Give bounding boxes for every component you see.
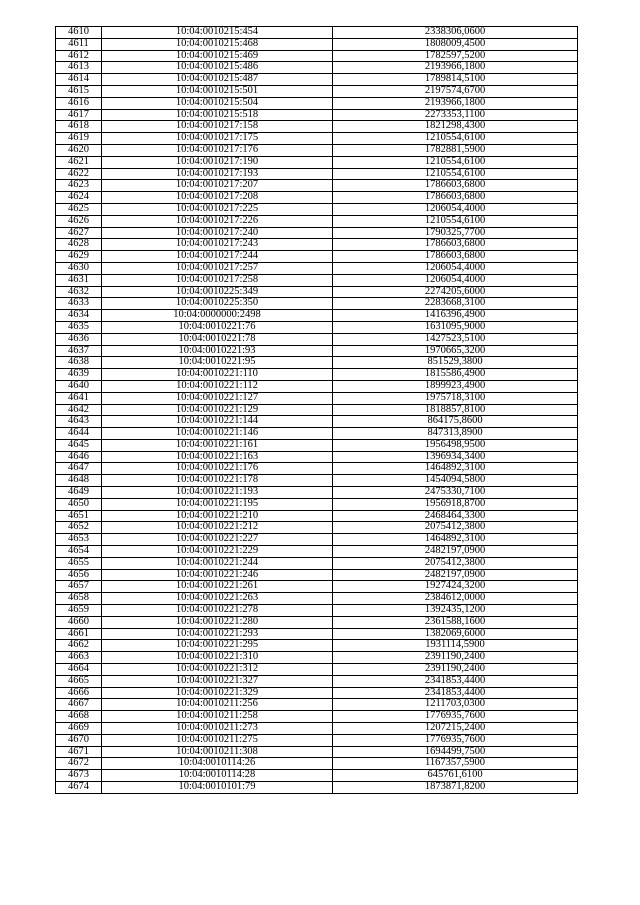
table-row xyxy=(56,109,578,121)
value-cell: 1956918,8700 xyxy=(333,498,578,510)
cadastral-number-cell: 10:04:0010221:95 xyxy=(102,357,333,369)
value-cell: 1815586,4900 xyxy=(333,369,578,381)
cadastral-number-cell: 10:04:0010211:258 xyxy=(102,711,333,723)
row-number-cell: 4648 xyxy=(56,475,102,487)
cadastral-number-cell: 10:04:0010221:280 xyxy=(102,616,333,628)
cadastral-number-cell: 10:04:0010221:261 xyxy=(102,581,333,593)
cadastral-number-cell: 10:04:0010225:349 xyxy=(102,286,333,298)
value-cell: 2341853,4400 xyxy=(333,675,578,687)
table-row xyxy=(56,286,578,298)
table-row xyxy=(56,97,578,109)
table-row xyxy=(56,380,578,392)
value-cell: 1206054,4000 xyxy=(333,274,578,286)
table-row xyxy=(56,498,578,510)
table-row xyxy=(56,333,578,345)
table-row xyxy=(56,227,578,239)
row-number-cell: 4630 xyxy=(56,262,102,274)
table-row xyxy=(56,121,578,133)
row-number-cell: 4663 xyxy=(56,652,102,664)
row-number-cell: 4623 xyxy=(56,180,102,192)
cadastral-number-cell: 10:04:0010217:207 xyxy=(102,180,333,192)
row-number-cell: 4674 xyxy=(56,782,102,794)
cadastral-number-cell: 10:04:0010221:244 xyxy=(102,557,333,569)
cadastral-number-cell: 10:04:0010221:146 xyxy=(102,428,333,440)
cadastral-number-cell: 10:04:0010217:243 xyxy=(102,239,333,251)
value-cell: 1416396,4900 xyxy=(333,310,578,322)
value-cell: 2193966,1800 xyxy=(333,62,578,74)
value-cell: 1818857,8100 xyxy=(333,404,578,416)
cadastral-number-cell: 10:04:0010221:210 xyxy=(102,510,333,522)
value-cell: 1808009,4500 xyxy=(333,38,578,50)
cadastral-number-cell: 10:04:0010211:256 xyxy=(102,699,333,711)
value-cell: 1207215,2400 xyxy=(333,723,578,735)
table-row xyxy=(56,770,578,782)
value-cell: 2482197,0900 xyxy=(333,546,578,558)
cadastral-value-table xyxy=(55,26,578,794)
cadastral-number-cell: 10:04:0010217:240 xyxy=(102,227,333,239)
value-cell: 1206054,4000 xyxy=(333,262,578,274)
cadastral-number-cell: 10:04:0010217:258 xyxy=(102,274,333,286)
row-number-cell: 4633 xyxy=(56,298,102,310)
table-row xyxy=(56,274,578,286)
cadastral-number-cell: 10:04:0010211:308 xyxy=(102,746,333,758)
row-number-cell: 4659 xyxy=(56,605,102,617)
row-number-cell: 4610 xyxy=(56,27,102,39)
value-cell: 1427523,5100 xyxy=(333,333,578,345)
row-number-cell: 4671 xyxy=(56,746,102,758)
row-number-cell: 4613 xyxy=(56,62,102,74)
value-cell: 1790325,7700 xyxy=(333,227,578,239)
value-cell: 1786603,6800 xyxy=(333,192,578,204)
cadastral-number-cell: 10:04:0010215:518 xyxy=(102,109,333,121)
table-row xyxy=(56,310,578,322)
row-number-cell: 4632 xyxy=(56,286,102,298)
value-cell: 1206054,4000 xyxy=(333,203,578,215)
table-body xyxy=(56,27,578,794)
row-number-cell: 4673 xyxy=(56,770,102,782)
row-number-cell: 4655 xyxy=(56,557,102,569)
value-cell: 1873871,8200 xyxy=(333,782,578,794)
table-row xyxy=(56,664,578,676)
row-number-cell: 4641 xyxy=(56,392,102,404)
row-number-cell: 4636 xyxy=(56,333,102,345)
table-row xyxy=(56,510,578,522)
row-number-cell: 4647 xyxy=(56,463,102,475)
table-row xyxy=(56,428,578,440)
cadastral-number-cell: 10:04:0010211:275 xyxy=(102,734,333,746)
table-row xyxy=(56,404,578,416)
cadastral-number-cell: 10:04:0010221:78 xyxy=(102,333,333,345)
row-number-cell: 4657 xyxy=(56,581,102,593)
cadastral-number-cell: 10:04:0010217:158 xyxy=(102,121,333,133)
row-number-cell: 4619 xyxy=(56,133,102,145)
table-row xyxy=(56,298,578,310)
value-cell: 1821298,4300 xyxy=(333,121,578,133)
row-number-cell: 4617 xyxy=(56,109,102,121)
value-cell: 1776935,7600 xyxy=(333,734,578,746)
cadastral-number-cell: 10:04:0010221:212 xyxy=(102,522,333,534)
cadastral-number-cell: 10:04:0010221:76 xyxy=(102,321,333,333)
row-number-cell: 4635 xyxy=(56,321,102,333)
value-cell: 2361588,1600 xyxy=(333,616,578,628)
cadastral-number-cell: 10:04:0010217:225 xyxy=(102,203,333,215)
table-row xyxy=(56,27,578,39)
cadastral-number-cell: 10:04:0010221:278 xyxy=(102,605,333,617)
value-cell: 1210554,6100 xyxy=(333,168,578,180)
table-row xyxy=(56,392,578,404)
cadastral-number-cell: 10:04:0010225:350 xyxy=(102,298,333,310)
value-cell: 2338306,0600 xyxy=(333,27,578,39)
cadastral-number-cell: 10:04:0010114:26 xyxy=(102,758,333,770)
cadastral-number-cell: 10:04:0010217:244 xyxy=(102,251,333,263)
value-cell: 1167357,5900 xyxy=(333,758,578,770)
row-number-cell: 4642 xyxy=(56,404,102,416)
cadastral-number-cell: 10:04:0010221:310 xyxy=(102,652,333,664)
table-row xyxy=(56,782,578,794)
cadastral-number-cell: 10:04:0010211:273 xyxy=(102,723,333,735)
row-number-cell: 4639 xyxy=(56,369,102,381)
row-number-cell: 4638 xyxy=(56,357,102,369)
cadastral-number-cell: 10:04:0010221:327 xyxy=(102,675,333,687)
value-cell: 1956498,9500 xyxy=(333,439,578,451)
row-number-cell: 4665 xyxy=(56,675,102,687)
row-number-cell: 4658 xyxy=(56,593,102,605)
row-number-cell: 4654 xyxy=(56,546,102,558)
cadastral-number-cell: 10:04:0010215:454 xyxy=(102,27,333,39)
value-cell: 2391190,2400 xyxy=(333,664,578,676)
cadastral-number-cell: 10:04:0010217:193 xyxy=(102,168,333,180)
row-number-cell: 4629 xyxy=(56,251,102,263)
row-number-cell: 4646 xyxy=(56,451,102,463)
value-cell: 2384612,0000 xyxy=(333,593,578,605)
value-cell: 2475330,7100 xyxy=(333,487,578,499)
value-cell: 847313,8900 xyxy=(333,428,578,440)
row-number-cell: 4643 xyxy=(56,416,102,428)
row-number-cell: 4627 xyxy=(56,227,102,239)
table-row xyxy=(56,593,578,605)
table-row xyxy=(56,616,578,628)
cadastral-number-cell: 10:04:0010221:329 xyxy=(102,687,333,699)
value-cell: 2075412,3800 xyxy=(333,557,578,569)
value-cell: 2193966,1800 xyxy=(333,97,578,109)
table-row xyxy=(56,239,578,251)
value-cell: 851529,3800 xyxy=(333,357,578,369)
row-number-cell: 4667 xyxy=(56,699,102,711)
table-row xyxy=(56,605,578,617)
cadastral-number-cell: 10:04:0010215:486 xyxy=(102,62,333,74)
cadastral-number-cell: 10:04:0010221:263 xyxy=(102,593,333,605)
row-number-cell: 4616 xyxy=(56,97,102,109)
cadastral-number-cell: 10:04:0010217:176 xyxy=(102,144,333,156)
value-cell: 1899923,4900 xyxy=(333,380,578,392)
value-cell: 1789814,5100 xyxy=(333,74,578,86)
row-number-cell: 4611 xyxy=(56,38,102,50)
value-cell: 1786603,6800 xyxy=(333,180,578,192)
cadastral-number-cell: 10:04:0010215:468 xyxy=(102,38,333,50)
cadastral-number-cell: 10:04:0010215:487 xyxy=(102,74,333,86)
row-number-cell: 4621 xyxy=(56,156,102,168)
table-row xyxy=(56,475,578,487)
cadastral-number-cell: 10:04:0010221:163 xyxy=(102,451,333,463)
table-row xyxy=(56,640,578,652)
row-number-cell: 4666 xyxy=(56,687,102,699)
row-number-cell: 4615 xyxy=(56,85,102,97)
row-number-cell: 4650 xyxy=(56,498,102,510)
table-row xyxy=(56,734,578,746)
table-row xyxy=(56,569,578,581)
row-number-cell: 4618 xyxy=(56,121,102,133)
value-cell: 1464892,3100 xyxy=(333,463,578,475)
value-cell: 1931114,5900 xyxy=(333,640,578,652)
table-row xyxy=(56,50,578,62)
table-row xyxy=(56,463,578,475)
cadastral-number-cell: 10:04:0010221:229 xyxy=(102,546,333,558)
row-number-cell: 4651 xyxy=(56,510,102,522)
table-row xyxy=(56,746,578,758)
cadastral-number-cell: 10:04:0010221:129 xyxy=(102,404,333,416)
cadastral-number-cell: 10:04:0010221:176 xyxy=(102,463,333,475)
row-number-cell: 4640 xyxy=(56,380,102,392)
table-row xyxy=(56,156,578,168)
value-cell: 1776935,7600 xyxy=(333,711,578,723)
row-number-cell: 4614 xyxy=(56,74,102,86)
row-number-cell: 4631 xyxy=(56,274,102,286)
table-row xyxy=(56,416,578,428)
row-number-cell: 4612 xyxy=(56,50,102,62)
table-row xyxy=(56,439,578,451)
cadastral-number-cell: 10:04:0010215:469 xyxy=(102,50,333,62)
cadastral-number-cell: 10:04:0000000:2498 xyxy=(102,310,333,322)
row-number-cell: 4670 xyxy=(56,734,102,746)
cadastral-number-cell: 10:04:0010221:112 xyxy=(102,380,333,392)
value-cell: 2482197,0900 xyxy=(333,569,578,581)
value-cell: 1782597,5200 xyxy=(333,50,578,62)
cadastral-number-cell: 10:04:0010217:208 xyxy=(102,192,333,204)
table-row xyxy=(56,38,578,50)
cadastral-number-cell: 10:04:0010221:161 xyxy=(102,439,333,451)
row-number-cell: 4622 xyxy=(56,168,102,180)
value-cell: 1382069,6000 xyxy=(333,628,578,640)
value-cell: 1631095,9000 xyxy=(333,321,578,333)
row-number-cell: 4645 xyxy=(56,439,102,451)
cadastral-number-cell: 10:04:0010221:195 xyxy=(102,498,333,510)
row-number-cell: 4644 xyxy=(56,428,102,440)
value-cell: 2197574,6700 xyxy=(333,85,578,97)
row-number-cell: 4634 xyxy=(56,310,102,322)
cadastral-number-cell: 10:04:0010217:175 xyxy=(102,133,333,145)
row-number-cell: 4669 xyxy=(56,723,102,735)
table-row xyxy=(56,723,578,735)
table-row xyxy=(56,180,578,192)
cadastral-number-cell: 10:04:0010221:193 xyxy=(102,487,333,499)
cadastral-number-cell: 10:04:0010221:110 xyxy=(102,369,333,381)
table-row xyxy=(56,451,578,463)
value-cell: 1210554,6100 xyxy=(333,156,578,168)
table-row xyxy=(56,62,578,74)
cadastral-number-cell: 10:04:0010221:93 xyxy=(102,345,333,357)
value-cell: 2391190,2400 xyxy=(333,652,578,664)
row-number-cell: 4649 xyxy=(56,487,102,499)
value-cell: 2273353,1100 xyxy=(333,109,578,121)
cadastral-number-cell: 10:04:0010221:144 xyxy=(102,416,333,428)
cadastral-number-cell: 10:04:0010215:504 xyxy=(102,97,333,109)
row-number-cell: 4672 xyxy=(56,758,102,770)
table-row xyxy=(56,192,578,204)
value-cell: 1454094,5800 xyxy=(333,475,578,487)
cadastral-number-cell: 10:04:0010221:312 xyxy=(102,664,333,676)
row-number-cell: 4664 xyxy=(56,664,102,676)
table-row xyxy=(56,711,578,723)
value-cell: 1210554,6100 xyxy=(333,133,578,145)
table-row xyxy=(56,144,578,156)
row-number-cell: 4626 xyxy=(56,215,102,227)
value-cell: 1927424,3200 xyxy=(333,581,578,593)
table-row xyxy=(56,487,578,499)
table-row xyxy=(56,215,578,227)
value-cell: 1210554,6100 xyxy=(333,215,578,227)
cadastral-number-cell: 10:04:0010114:28 xyxy=(102,770,333,782)
value-cell: 645761,6100 xyxy=(333,770,578,782)
row-number-cell: 4652 xyxy=(56,522,102,534)
cadastral-number-cell: 10:04:0010221:178 xyxy=(102,475,333,487)
row-number-cell: 4620 xyxy=(56,144,102,156)
table-row xyxy=(56,74,578,86)
value-cell: 1464892,3100 xyxy=(333,534,578,546)
row-number-cell: 4656 xyxy=(56,569,102,581)
row-number-cell: 4660 xyxy=(56,616,102,628)
table-row xyxy=(56,581,578,593)
cadastral-number-cell: 10:04:0010221:227 xyxy=(102,534,333,546)
table-row xyxy=(56,652,578,664)
value-cell: 1786603,6800 xyxy=(333,239,578,251)
table-row xyxy=(56,699,578,711)
row-number-cell: 4625 xyxy=(56,203,102,215)
value-cell: 1392435,1200 xyxy=(333,605,578,617)
table-row xyxy=(56,345,578,357)
value-cell: 1786603,6800 xyxy=(333,251,578,263)
table-row xyxy=(56,546,578,558)
value-cell: 2283668,3100 xyxy=(333,298,578,310)
table-row xyxy=(56,557,578,569)
row-number-cell: 4662 xyxy=(56,640,102,652)
value-cell: 864175,8600 xyxy=(333,416,578,428)
table-row xyxy=(56,687,578,699)
cadastral-number-cell: 10:04:0010221:295 xyxy=(102,640,333,652)
table-row xyxy=(56,675,578,687)
value-cell: 2341853,4400 xyxy=(333,687,578,699)
row-number-cell: 4624 xyxy=(56,192,102,204)
row-number-cell: 4668 xyxy=(56,711,102,723)
cadastral-number-cell: 10:04:0010221:127 xyxy=(102,392,333,404)
row-number-cell: 4661 xyxy=(56,628,102,640)
value-cell: 1782881,5900 xyxy=(333,144,578,156)
value-cell: 1970665,3200 xyxy=(333,345,578,357)
table-row xyxy=(56,262,578,274)
cadastral-number-cell: 10:04:0010221:293 xyxy=(102,628,333,640)
cadastral-number-cell: 10:04:0010215:501 xyxy=(102,85,333,97)
value-cell: 1211703,0300 xyxy=(333,699,578,711)
value-cell: 1694499,7500 xyxy=(333,746,578,758)
cadastral-number-cell: 10:04:0010217:226 xyxy=(102,215,333,227)
cadastral-number-cell: 10:04:0010221:246 xyxy=(102,569,333,581)
table-row xyxy=(56,168,578,180)
row-number-cell: 4653 xyxy=(56,534,102,546)
table-row xyxy=(56,522,578,534)
row-number-cell: 4628 xyxy=(56,239,102,251)
table-row xyxy=(56,369,578,381)
cadastral-number-cell: 10:04:0010101:79 xyxy=(102,782,333,794)
value-cell: 2468464,3300 xyxy=(333,510,578,522)
table-row xyxy=(56,357,578,369)
table-row xyxy=(56,321,578,333)
table-row xyxy=(56,133,578,145)
table-row xyxy=(56,758,578,770)
cadastral-number-cell: 10:04:0010217:190 xyxy=(102,156,333,168)
table-row xyxy=(56,85,578,97)
table-row xyxy=(56,203,578,215)
cadastral-number-cell: 10:04:0010217:257 xyxy=(102,262,333,274)
row-number-cell: 4637 xyxy=(56,345,102,357)
value-cell: 2274205,6000 xyxy=(333,286,578,298)
table-row xyxy=(56,628,578,640)
value-cell: 1396934,3400 xyxy=(333,451,578,463)
value-cell: 1975718,3100 xyxy=(333,392,578,404)
table-row xyxy=(56,251,578,263)
value-cell: 2075412,3800 xyxy=(333,522,578,534)
table-row xyxy=(56,534,578,546)
